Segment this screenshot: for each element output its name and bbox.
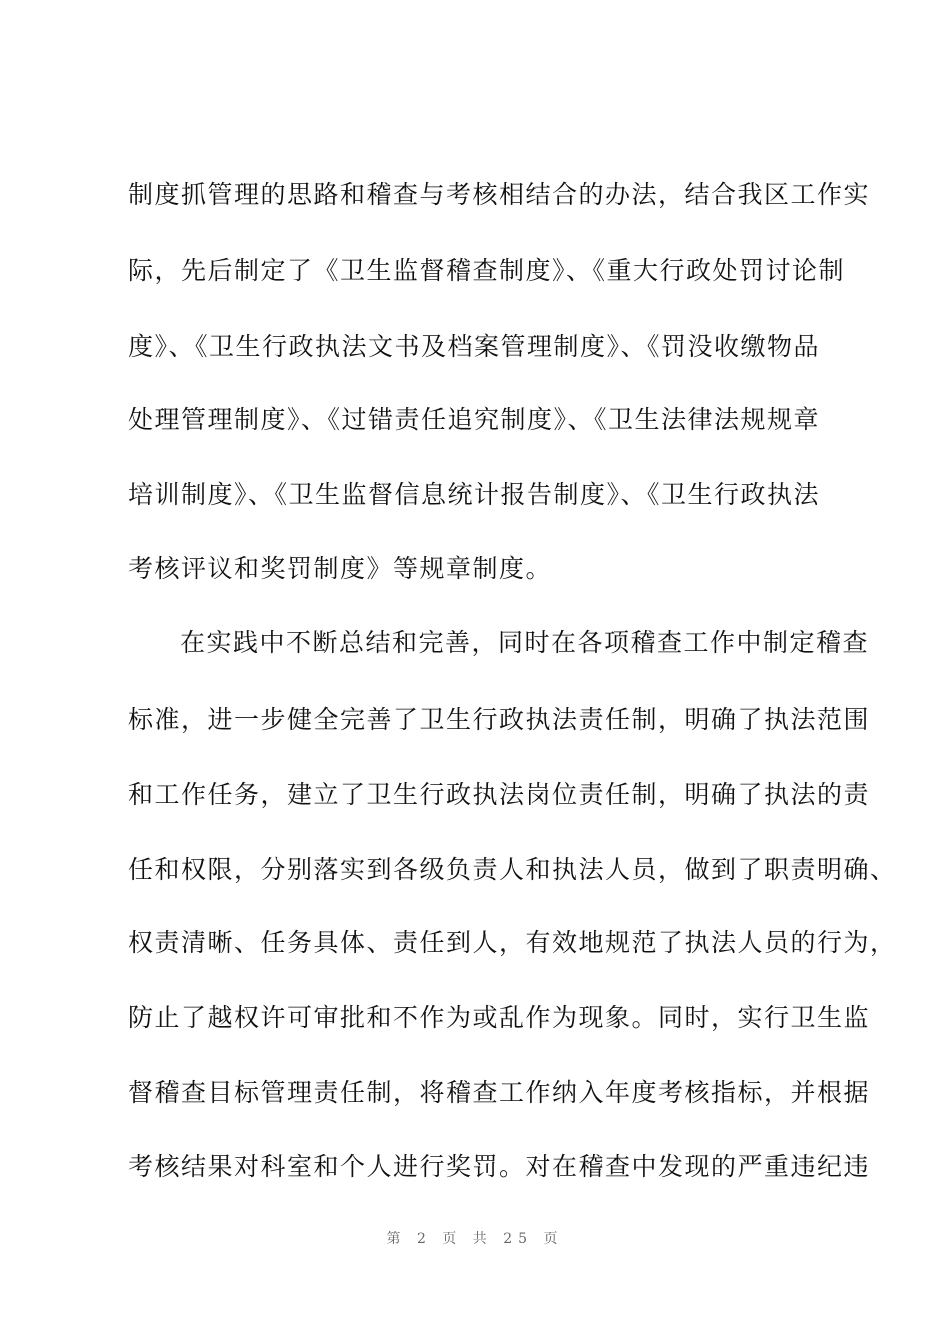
text-line: 标准，进一步健全完善了卫生行政执法责任制，明确了执法范围 [128, 705, 871, 734]
text-line: 督稽查目标管理责任制，将稽查工作纳入年度考核指标，并根据 [128, 1078, 871, 1107]
text-line: 度》、《卫生行政执法文书及档案管理制度》、《罚没收缴物品 [128, 332, 821, 361]
text-line: 制度抓管理的思路和稽查与考核相结合的办法，结合我区工作实 [128, 180, 871, 209]
text-line: 处理管理制度》、《过错责任追究制度》、《卫生法律法规规章 [128, 405, 821, 434]
paragraph-first-line: 在实践中不断总结和完善，同时在各项稽查工作中制定稽查 [180, 628, 870, 657]
text-line: 培训制度》、《卫生监督信息统计报告制度》、《卫生行政执法 [128, 480, 821, 509]
text-line: 权责清晰、任务具体、责任到人，有效地规范了执法人员的行为， [128, 928, 897, 957]
text-line: 任和权限，分别落实到各级负责人和执法人员，做到了职责明确、 [128, 855, 897, 884]
text-line: 防止了越权许可审批和不作为或乱作为现象。同时，实行卫生监 [128, 1003, 871, 1032]
text-line: 际，先后制定了《卫生监督稽查制度》、《重大行政处罚讨论制 [128, 256, 846, 285]
text-line: 考核评议和奖罚制度》等规章制度。 [128, 554, 553, 583]
text-line: 考核结果对科室和个人进行奖罚。对在稽查中发现的严重违纪违 [128, 1152, 871, 1181]
page-number-footer: 第 2 页 共 25 页 [386, 1231, 564, 1247]
text-line: 和工作任务，建立了卫生行政执法岗位责任制，明确了执法的责 [128, 780, 871, 809]
